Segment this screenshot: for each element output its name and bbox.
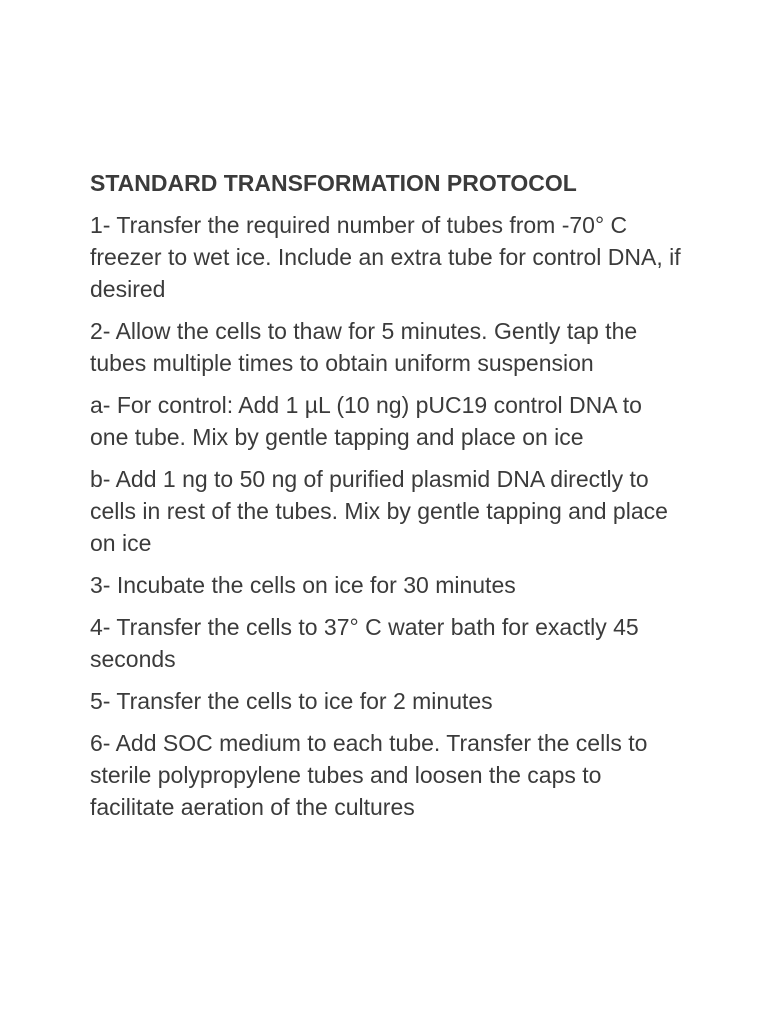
step-1: 1- Transfer the required number of tubes from -70° C freezer to wet ice. Include an extra tube for control DNA, if desired (90, 212, 681, 302)
document-body (90, 167, 685, 833)
step-2: 2- Allow the cells to thaw for 5 minutes. Gently tap the tubes multiple times to obtain uniform suspension (90, 318, 638, 376)
step-2a: a- For control: Add 1 µL (10 ng) pUC19 control DNA to one tube. Mix by gentle tapping and place on ice (90, 392, 642, 450)
step-5: 5- Transfer the cells to ice for 2 minutes (90, 688, 493, 714)
document-title: STANDARD TRANSFORMATION PROTOCOL (90, 170, 577, 196)
step-4: 4- Transfer the cells to 37° C water bath for exactly 45 seconds (90, 614, 639, 672)
step-3: 3- Incubate the cells on ice for 30 minutes (90, 572, 516, 598)
step-6: 6- Add SOC medium to each tube. Transfer the cells to sterile polypropylene tubes and loosen the caps to facilitate aeration of the cultures (90, 730, 648, 820)
step-2b: b- Add 1 ng to 50 ng of purified plasmid DNA directly to cells in rest of the tubes. Mix by gentle tapping and place on ice (90, 466, 668, 556)
